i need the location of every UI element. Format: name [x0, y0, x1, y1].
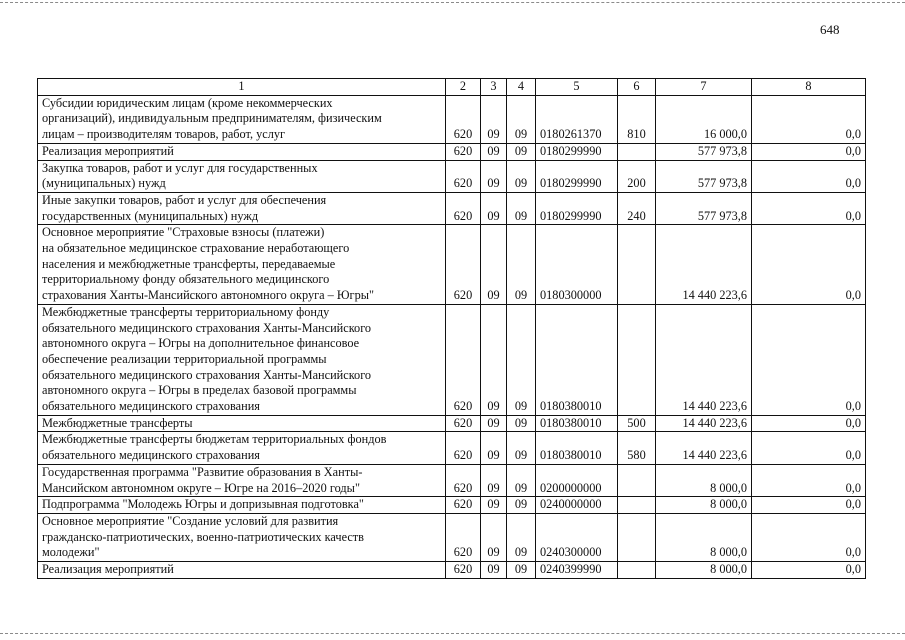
table-row [38, 497, 866, 514]
cell-admin: 620 [446, 160, 481, 192]
cell-subsection: 09 [507, 143, 536, 160]
header-cell-7: 7 [656, 79, 752, 96]
cell-target-code: 0180380010 [536, 432, 618, 464]
header-cell-3: 3 [481, 79, 507, 96]
cell-subsection: 09 [507, 225, 536, 305]
cell-subsection: 09 [507, 160, 536, 192]
row-name-line: гражданско-патриотических, военно-патриотических качеств [42, 529, 364, 544]
cell-section: 09 [481, 95, 507, 143]
cell-target-code: 0180300000 [536, 225, 618, 305]
cell-expense-type [618, 143, 656, 160]
cell-section: 09 [481, 464, 507, 496]
row-name-line: Подпрограмма "Молодежь Югры и допризывная подготовка" [42, 497, 364, 512]
row-name [38, 225, 446, 305]
row-name [38, 497, 446, 514]
header-cell-8: 8 [752, 79, 866, 96]
table-row [38, 415, 866, 432]
scan-bottom-edge [0, 633, 905, 634]
row-name-line: обязательного медицинского страхования [42, 399, 260, 414]
table-row [38, 95, 866, 143]
cell-section: 09 [481, 192, 507, 224]
cell-subsection: 09 [507, 562, 536, 579]
cell-section: 09 [481, 160, 507, 192]
cell-amount: 8 000,0 [656, 497, 752, 514]
cell-amount: 577 973,8 [656, 192, 752, 224]
cell-amount-2: 0,0 [752, 95, 866, 143]
table-row [38, 192, 866, 224]
row-name-line: Основное мероприятие "Создание условий для развития [42, 513, 339, 528]
cell-expense-type [618, 225, 656, 305]
cell-subsection: 09 [507, 497, 536, 514]
cell-expense-type [618, 304, 656, 415]
cell-target-code: 0180299990 [536, 160, 618, 192]
row-name-line: Закупка товаров, работ и услуг для государственных [42, 160, 318, 175]
cell-amount: 14 440 223,6 [656, 225, 752, 305]
table-row [38, 464, 866, 496]
row-name-line: молодежи" [42, 545, 100, 560]
cell-admin: 620 [446, 497, 481, 514]
cell-section: 09 [481, 432, 507, 464]
cell-target-code: 0240399990 [536, 562, 618, 579]
cell-subsection: 09 [507, 95, 536, 143]
table-row [38, 225, 866, 305]
cell-expense-type: 580 [618, 432, 656, 464]
row-name-line: Субсидии юридическим лицам (кроме некоммерческих [42, 95, 333, 110]
cell-section: 09 [481, 304, 507, 415]
cell-amount-2: 0,0 [752, 192, 866, 224]
row-name-line: Межбюджетные трансферты территориальному фонду [42, 304, 330, 319]
cell-target-code: 0180299990 [536, 143, 618, 160]
cell-expense-type [618, 562, 656, 579]
cell-expense-type: 500 [618, 415, 656, 432]
cell-amount-2: 0,0 [752, 513, 866, 561]
cell-admin: 620 [446, 304, 481, 415]
row-name [38, 192, 446, 224]
cell-amount-2: 0,0 [752, 432, 866, 464]
row-name [38, 432, 446, 464]
page-number: 648 [820, 22, 840, 37]
row-name [38, 160, 446, 192]
row-name-line: Реализация мероприятий [42, 562, 174, 577]
cell-amount-2: 0,0 [752, 415, 866, 432]
cell-amount: 577 973,8 [656, 160, 752, 192]
cell-amount-2: 0,0 [752, 143, 866, 160]
row-name-line: государственных (муниципальных) нужд [42, 208, 259, 223]
cell-amount-2: 0,0 [752, 225, 866, 305]
row-name-line: населения и межбюджетные трансферты, передаваемые [42, 256, 336, 271]
row-name-line: на обязательное медицинское страхование неработающего [42, 241, 350, 256]
row-name-line: Государственная программа "Развитие образования в Ханты- [42, 464, 363, 479]
cell-section: 09 [481, 415, 507, 432]
header-cell-4: 4 [507, 79, 536, 96]
cell-expense-type: 200 [618, 160, 656, 192]
cell-admin: 620 [446, 192, 481, 224]
cell-amount-2: 0,0 [752, 304, 866, 415]
table-row [38, 304, 866, 415]
cell-admin: 620 [446, 513, 481, 561]
cell-subsection: 09 [507, 415, 536, 432]
cell-target-code: 0240000000 [536, 497, 618, 514]
row-name [38, 304, 446, 415]
cell-target-code: 0180261370 [536, 95, 618, 143]
row-name-line: автономного округа – Югры на дополнительное финансовое [42, 336, 360, 351]
row-name-line: Иные закупки товаров, работ и услуг для обеспечения [42, 192, 327, 207]
row-name-line: обязательного медицинского страхования Ханты-Мансийского [42, 320, 372, 335]
row-name-line: страхования Ханты-Мансийского автономного округа – Югры" [42, 288, 375, 303]
cell-subsection: 09 [507, 304, 536, 415]
cell-subsection: 09 [507, 192, 536, 224]
cell-amount: 8 000,0 [656, 513, 752, 561]
cell-expense-type: 240 [618, 192, 656, 224]
cell-amount: 577 973,8 [656, 143, 752, 160]
cell-amount: 16 000,0 [656, 95, 752, 143]
cell-target-code: 0180299990 [536, 192, 618, 224]
cell-amount-2: 0,0 [752, 464, 866, 496]
cell-section: 09 [481, 497, 507, 514]
row-name [38, 562, 446, 579]
row-name-line: Межбюджетные трансферты бюджетам территориальных фондов [42, 432, 387, 447]
cell-section: 09 [481, 225, 507, 305]
cell-amount-2: 0,0 [752, 160, 866, 192]
table-row [38, 143, 866, 160]
table-body [38, 95, 866, 578]
cell-amount: 14 440 223,6 [656, 304, 752, 415]
table-row [38, 513, 866, 561]
cell-admin: 620 [446, 225, 481, 305]
row-name-line: (муниципальных) нужд [42, 176, 166, 191]
cell-admin: 620 [446, 95, 481, 143]
cell-admin: 620 [446, 143, 481, 160]
table-row [38, 562, 866, 579]
cell-target-code: 0180380010 [536, 304, 618, 415]
row-name-line: обязательного медицинского страхования Ханты-Мансийского [42, 367, 372, 382]
row-name [38, 95, 446, 143]
table-row [38, 432, 866, 464]
header-cell-6: 6 [618, 79, 656, 96]
cell-expense-type [618, 464, 656, 496]
cell-target-code: 0180380010 [536, 415, 618, 432]
cell-admin: 620 [446, 562, 481, 579]
header-cell-5: 5 [536, 79, 618, 96]
cell-admin: 620 [446, 432, 481, 464]
cell-section: 09 [481, 562, 507, 579]
cell-amount-2: 0,0 [752, 497, 866, 514]
table-row [38, 160, 866, 192]
row-name-line: обеспечение реализации территориальной программы [42, 351, 327, 366]
cell-subsection: 09 [507, 464, 536, 496]
cell-expense-type: 810 [618, 95, 656, 143]
cell-amount: 14 440 223,6 [656, 432, 752, 464]
row-name-line: организаций), индивидуальным предпринимателям, физическим [42, 111, 382, 126]
row-name-line: Реализация мероприятий [42, 143, 174, 158]
cell-amount: 14 440 223,6 [656, 415, 752, 432]
cell-section: 09 [481, 513, 507, 561]
budget-table [37, 78, 866, 579]
row-name [38, 143, 446, 160]
header-cell-1: 1 [38, 79, 446, 96]
scan-top-edge [0, 2, 905, 3]
cell-subsection: 09 [507, 513, 536, 561]
row-name [38, 464, 446, 496]
row-name-line: территориальному фонду обязательного медицинского [42, 272, 330, 287]
table-header-row [38, 79, 866, 96]
cell-section: 09 [481, 143, 507, 160]
cell-subsection: 09 [507, 432, 536, 464]
cell-target-code: 0200000000 [536, 464, 618, 496]
cell-expense-type [618, 497, 656, 514]
cell-admin: 620 [446, 415, 481, 432]
row-name-line: автономного округа – Югры в пределах базовой программы [42, 383, 357, 398]
row-name-line: Межбюджетные трансферты [42, 415, 193, 430]
cell-target-code: 0240300000 [536, 513, 618, 561]
row-name [38, 513, 446, 561]
header-cell-2: 2 [446, 79, 481, 96]
cell-admin: 620 [446, 464, 481, 496]
row-name-line: Мансийском автономном округе – Югре на 2016–2020 годы" [42, 480, 360, 495]
cell-amount-2: 0,0 [752, 562, 866, 579]
cell-expense-type [618, 513, 656, 561]
row-name-line: Основное мероприятие "Страховые взносы (платежи) [42, 225, 325, 240]
cell-amount: 8 000,0 [656, 464, 752, 496]
cell-amount: 8 000,0 [656, 562, 752, 579]
row-name-line: лицам – производителям товаров, работ, услуг [42, 127, 286, 142]
row-name [38, 415, 446, 432]
row-name-line: обязательного медицинского страхования [42, 448, 260, 463]
